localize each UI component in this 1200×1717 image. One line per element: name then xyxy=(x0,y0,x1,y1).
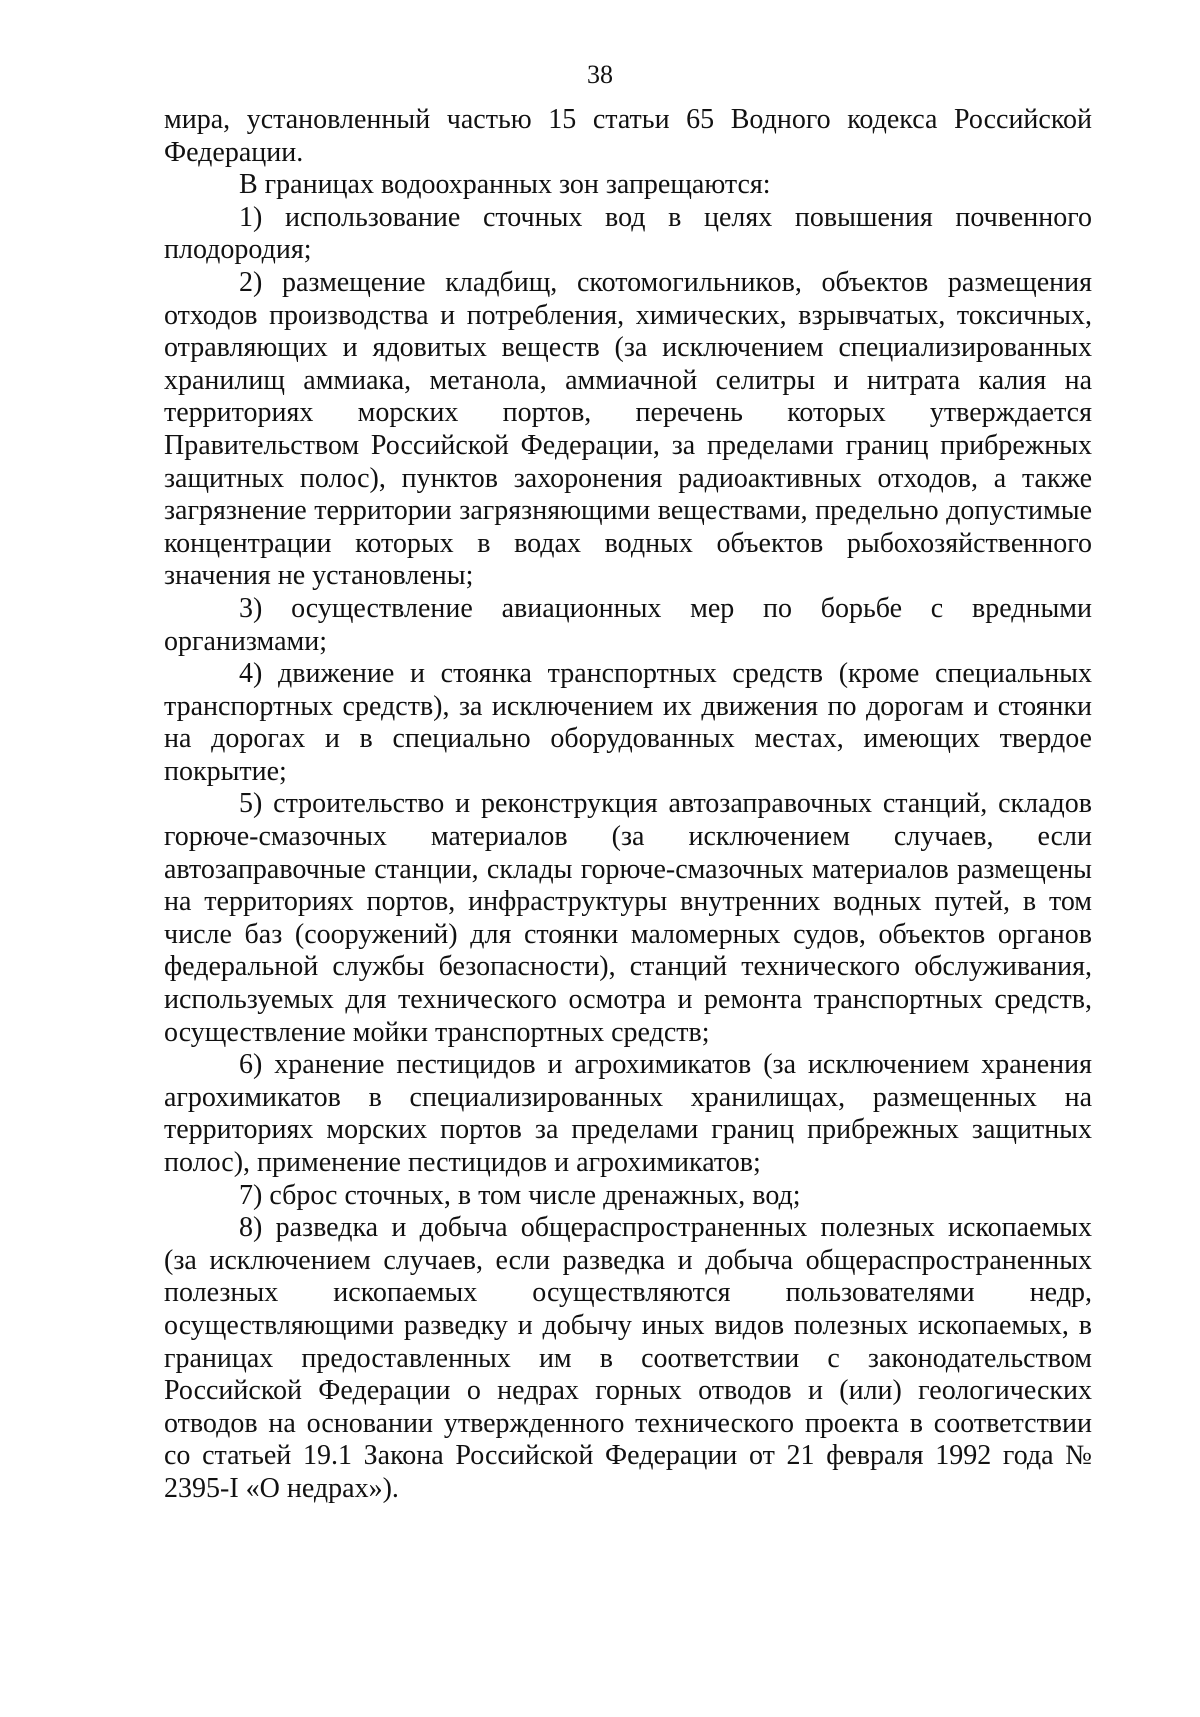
page-number: 38 xyxy=(587,60,613,89)
list-item-2: 2) размещение кладбищ, скотомогильников, объектов размещения отходов производства и потребления, химических, взрывчатых, токсичных, отравляющих и ядовитых веществ (за исключением специализированных хранилищ аммиака, метанола, аммиачной селитры и нитрата калия на территориях морских портов, перечень которых утверждается Правительством Российской Федерации, за пределами границ прибрежных защитных полос), пунктов захоронения радиоактивных отходов, а также загрязнение территории загрязняющими веществами, предельно допустимые концентрации которых в водах водных объектов рыбохозяйственного значения не установлены; xyxy=(164,266,1092,592)
paragraph-continuation: мира, установленный частью 15 статьи 65 Водного кодекса Российской Федерации. xyxy=(164,104,1092,168)
list-item-7: 7) сброс сточных, в том числе дренажных, вод; xyxy=(239,1179,801,1211)
list-item-6: 6) хранение пестицидов и агрохимикатов (за исключением хранения агрохимикатов в специализированных хранилищах, размещенных на территориях морских портов за пределами границ прибрежных защитных полос), применение пестицидов и агрохимикатов; xyxy=(164,1049,1092,1178)
list-item-5: 5) строительство и реконструкция автозаправочных станций, складов горюче-смазочных материалов (за исключением случаев, если автозаправочные станции, склады горюче-смазочных материалов размещены на территориях портов, инфраструктуры внутренних водных путей, в том числе баз (сооружений) для стоянки маломерных судов, объектов органов федеральной службы безопасности), станций технического обслуживания, используемых для технического осмотра и ремонта транспортных средств, осуществление мойки транспортных средств; xyxy=(164,788,1092,1048)
document-body xyxy=(164,104,1092,1506)
list-item-4: 4) движение и стоянка транспортных средств (кроме специальных транспортных средств), за исключением их движения по дорогам и стоянки на дорогах и в специально оборудованных местах, имеющих твердое покрытие; xyxy=(164,658,1092,787)
list-item-3: 3) осуществление авиационных мер по борьбе с вредными организмами; xyxy=(164,592,1092,657)
paragraph-prohibitions-intro: В границах водоохранных зон запрещаются: xyxy=(239,169,771,201)
list-item-8: 8) разведка и добыча общераспространенных полезных ископаемых (за исключением случаев, если разведка и добыча общераспространенных полезных ископаемых осуществляются пользователями недр, осуществляющими разведку и добычу иных видов полезных ископаемых, в границах предоставленных им в соответствии с законодательством Российской Федерации о недрах горных отводов и (или) геологических отводов на основании утвержденного технического проекта в соответствии со статьей 19.1 Закона Российской Федерации от 21 февраля 1992 года № 2395-I «О недрах»). xyxy=(164,1212,1092,1504)
list-item-1: 1) использование сточных вод в целях повышения почвенного плодородия; xyxy=(164,201,1092,266)
